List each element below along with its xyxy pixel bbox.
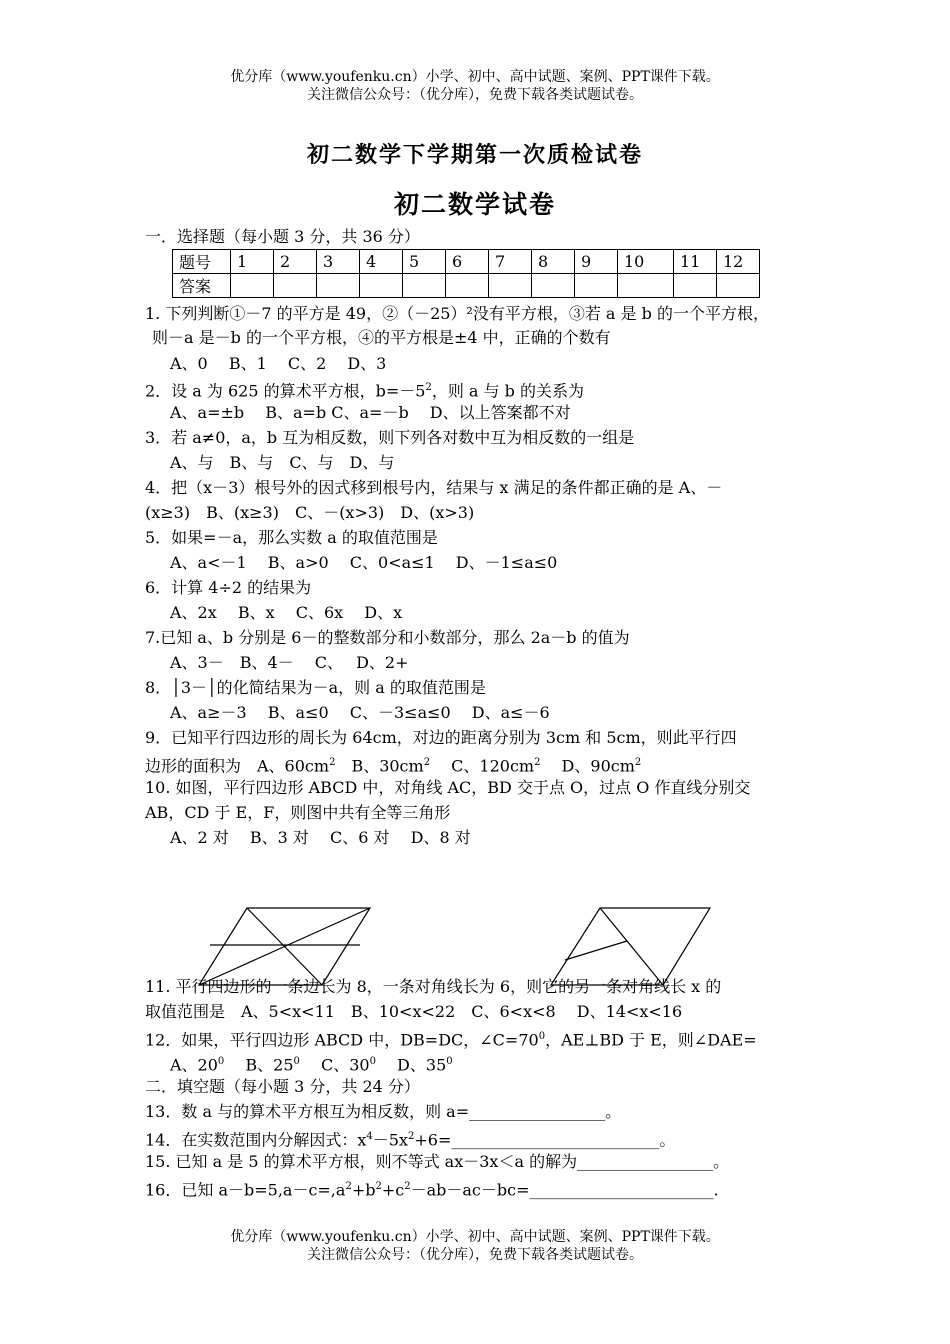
header-line-2: 关注微信公众号：（优分库），免费下载各类试题试卷。 <box>307 87 643 103</box>
answer-table <box>172 249 760 298</box>
question-5-stem: 5．如果=－a，那么实数 a 的取值范围是 <box>145 528 438 547</box>
question-12-stem <box>145 1025 757 1052</box>
q16-sup: 2 <box>345 1181 352 1192</box>
q14-sup: 4 <box>366 1131 373 1142</box>
answer-cell[interactable] <box>446 274 489 298</box>
page-subtitle: 初二数学试卷 <box>393 190 556 219</box>
deg-sup: 0 <box>217 1056 225 1067</box>
q9-sup: 2 <box>634 757 642 768</box>
table-cell: 题号 <box>173 250 231 274</box>
q12-opt-d: D、35 <box>375 1055 447 1075</box>
table-cell: 8 <box>532 250 575 274</box>
q2-sup: 2 <box>425 382 432 393</box>
question-5-options: A、a<－1 B、a>0 C、0<a≤1 D、－1≤a≤0 <box>170 553 558 572</box>
table-cell: 6 <box>446 250 489 274</box>
section-choice-heading: 一．选择题（每小题 3 分，共 36 分） <box>145 227 420 246</box>
q9-sup: 2 <box>423 757 431 768</box>
question-10-line-2: AB，CD 于 E，F，则图中共有全等三角形 <box>145 803 451 822</box>
answer-cell[interactable] <box>489 274 532 298</box>
footer-line-1: 优分库（www.youfenku.cn）小学、初中、高中试题、案例、PPT课件下载。 <box>230 1229 720 1245</box>
diagonal-bd <box>199 908 370 985</box>
table-cell: 答案 <box>173 274 231 298</box>
table-cell: 12 <box>717 250 760 274</box>
q16-sup: 2 <box>404 1181 411 1192</box>
question-15: 15. 已知 a 是 5 的算术平方根，则不等式 ax－3x＜a 的解为_________________。 <box>145 1152 730 1171</box>
q16-c: +c <box>381 1180 405 1200</box>
table-cell: 9 <box>575 250 618 274</box>
table-cell: 5 <box>403 250 446 274</box>
answer-cell[interactable] <box>403 274 446 298</box>
question-7-options: A、3－ B、4－ C、 D、2+ <box>170 653 409 672</box>
q9-sup: 2 <box>534 757 541 768</box>
q2-tail: ，则 a 与 b 的关系为 <box>431 381 584 401</box>
question-10-options: A、2 对 B、3 对 C、6 对 D、8 对 <box>170 828 471 847</box>
question-14 <box>145 1125 675 1152</box>
q9-sup: 2 <box>329 757 336 768</box>
answer-cell[interactable] <box>532 274 575 298</box>
table-cell: 7 <box>489 250 532 274</box>
question-11-line-2: 取值范围是 A、5<x<11 B、10<x<22 C、6<x<8 D、14<x<16 <box>145 1002 683 1021</box>
question-1-line-2: 则－a 是－b 的一个平方根，④的平方根是±4 中，正确的个数有 <box>152 328 611 347</box>
q16-b: +b <box>351 1180 376 1200</box>
table-cell: 11 <box>674 250 717 274</box>
q12-opt-b: B、25 <box>224 1055 294 1075</box>
question-7-stem: 7.已知 a、b 分别是 6－的整数部分和小数部分，那么 2a－b 的值为 <box>145 628 630 647</box>
answer-cell[interactable] <box>674 274 717 298</box>
q16-a: 16．已知 a－b=5,a－c=,a <box>145 1180 346 1200</box>
section-fill-heading: 二．填空题（每小题 3 分，共 24 分） <box>145 1077 420 1096</box>
answer-cell[interactable] <box>360 274 403 298</box>
q16-sup: 2 <box>375 1181 382 1192</box>
question-1-options: A、0 B、1 C、2 D、3 <box>170 354 387 373</box>
q9-opt-b: B、30cm <box>335 756 424 776</box>
q16-d: －ab－ac－bc=_______________________. <box>410 1180 719 1200</box>
parallelogram-outline <box>551 908 710 985</box>
question-2-stem <box>145 376 584 403</box>
q2-text: 2．设 a 为 625 的算术平方根，b=－5 <box>145 381 426 401</box>
question-1-line-1: 1. 下列判断①－7 的平方是 49，②（－25）²没有平方根，③若 a 是 b 的一个平方根， <box>145 304 769 323</box>
answer-cell[interactable] <box>575 274 618 298</box>
q12-text: 12．如果，平行四边形 ABCD 中，DB=DC，∠C=70 <box>145 1030 539 1050</box>
question-16 <box>145 1175 719 1202</box>
table-cell: 2 <box>274 250 317 274</box>
question-8-stem: 8．│3－│的化简结果为－a，则 a 的取值范围是 <box>145 678 486 697</box>
q12-sup: 0 <box>538 1031 546 1042</box>
q14-sup: 2 <box>407 1131 415 1142</box>
q14-b: －5x <box>372 1130 408 1150</box>
answer-cell[interactable] <box>231 274 274 298</box>
answer-cell[interactable] <box>717 274 760 298</box>
deg-sup: 0 <box>369 1056 376 1067</box>
q12-opt-c: C、30 <box>299 1055 370 1075</box>
answer-cell[interactable] <box>274 274 317 298</box>
q14-a: 14．在实数范围内分解因式：x <box>145 1130 367 1150</box>
question-9-line-2 <box>145 751 641 778</box>
table-cell: 4 <box>360 250 403 274</box>
table-row <box>173 274 760 298</box>
header-line-1: 优分库（www.youfenku.cn）小学、初中、高中试题、案例、PPT课件下载。 <box>230 69 720 85</box>
question-4-line-1: 4．把（x－3）根号外的因式移到根号内，结果与 x 满足的条件都正确的是 A、－ <box>145 478 723 497</box>
question-13: 13．数 a 与的算术平方根互为相反数，则 a=_________________。 <box>145 1102 622 1121</box>
question-9-line-1: 9．已知平行四边形的周长为 64cm，对边的距离分别为 3cm 和 5cm，则此平行四 <box>145 728 737 747</box>
q12-tail: ，AE⊥BD 于 E，则∠DAE= <box>545 1030 757 1050</box>
question-3-stem: 3．若 a≠0，a，b 互为相反数，则下列各对数中互为相反数的一组是 <box>145 428 635 447</box>
answer-cell[interactable] <box>317 274 360 298</box>
footer-line-2: 关注微信公众号：（优分库），免费下载各类试题试卷。 <box>307 1247 643 1263</box>
q9-text: 边形的面积为 A、60cm <box>145 756 330 776</box>
page-title: 初二数学下学期第一次质检试卷 <box>306 142 643 168</box>
deg-sup: 0 <box>446 1056 453 1067</box>
q9-opt-c: C、120cm <box>430 756 535 776</box>
question-10-line-1: 10. 如图，平行四边形 ABCD 中，对角线 AC，BD 交于点 O，过点 O 作直线分别交 <box>145 778 751 797</box>
question-6-stem: 6．计算 4÷2 的结果为 <box>145 578 312 597</box>
question-4-line-2: (x≥3) B、(x≥3) C、－(x>3) D、(x>3) <box>145 503 475 522</box>
deg-sup: 0 <box>293 1056 300 1067</box>
table-cell: 1 <box>231 250 274 274</box>
segment-ae <box>565 941 627 960</box>
table-cell: 10 <box>618 250 674 274</box>
answer-cell[interactable] <box>618 274 674 298</box>
q12-opt-a: A、20 <box>170 1055 218 1075</box>
question-3-options: A、与 B、与 C、与 D、与 <box>170 453 395 472</box>
question-12-options <box>170 1050 453 1077</box>
q9-opt-d: D、90cm <box>540 756 635 776</box>
table-row <box>173 250 760 274</box>
question-11-line-1: 11. 平行四边形的一条边长为 8，一条对角线长为 6，则它的另一条对角线长 x 的 <box>145 977 722 996</box>
question-6-options: A、2x B、x C、6x D、x <box>170 603 403 622</box>
table-cell: 3 <box>317 250 360 274</box>
question-8-options: A、a≥－3 B、a≤0 C、－3≤a≤0 D、a≤－6 <box>170 703 550 722</box>
q14-c: +6=__________________________。 <box>414 1130 676 1150</box>
question-2-options: A、a=±b B、a=b C、a=－b D、以上答案都不对 <box>170 403 571 422</box>
